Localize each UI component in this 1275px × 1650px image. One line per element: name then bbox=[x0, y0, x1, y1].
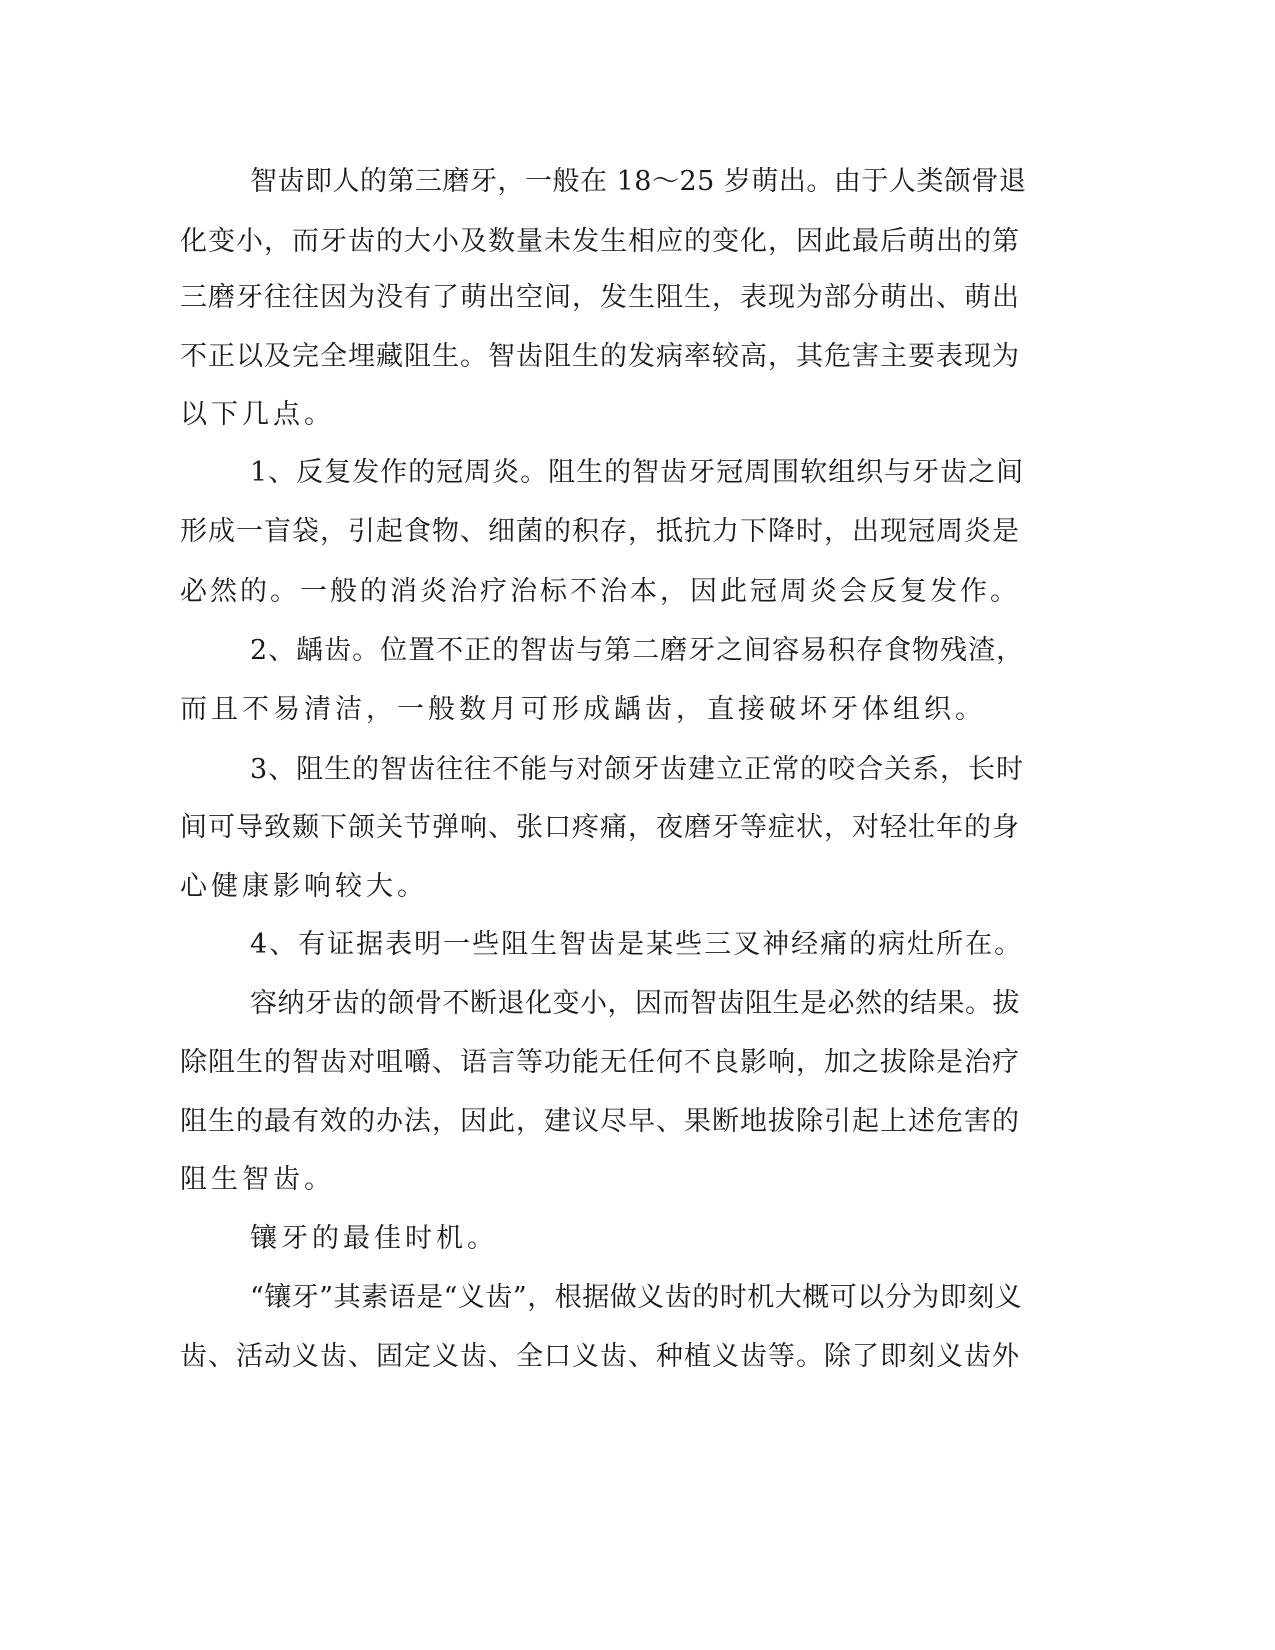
text-line: “镶牙”其素语是“义齿”，根据做义齿的时机大概可以分为即刻义 bbox=[250, 1282, 1023, 1313]
text-line: 2、龋齿。位置不正的智齿与第二磨牙之间容易积存食物残渣， bbox=[250, 635, 1025, 666]
text-line: 阻生智齿。 bbox=[180, 1164, 335, 1195]
text-line: 间可导致颞下颌关节弹响、张口疼痛，夜磨牙等症状，对轻壮年的身 bbox=[180, 812, 1020, 843]
text-line: 智齿即人的第三磨牙，一般在 18～25 岁萌出。由于人类颌骨退 bbox=[250, 166, 1027, 197]
text-line: 3、阻生的智齿往往不能与对颌牙齿建立正常的咬合关系，长时 bbox=[250, 754, 1025, 785]
text-line: 化变小，而牙齿的大小及数量未发生相应的变化，因此最后萌出的第 bbox=[180, 226, 1020, 257]
text-line: 不正以及完全埋藏阻生。智齿阻生的发病率较高，其危害主要表现为 bbox=[180, 341, 1020, 372]
text-line: 除阻生的智齿对咀嚼、语言等功能无任何不良影响，加之拔除是治疗 bbox=[180, 1047, 1020, 1078]
text-line: 镶牙的最佳时机。 bbox=[250, 1223, 498, 1254]
text-line: 阻生的最有效的办法，因此，建议尽早、果断地拔除引起上述危害的 bbox=[180, 1106, 1020, 1137]
text-line: 以下几点。 bbox=[180, 399, 335, 430]
text-line: 而且不易清洁，一般数月可形成龋齿，直接破坏牙体组织。 bbox=[180, 694, 986, 725]
text-line: 形成一盲袋，引起食物、细菌的积存，抵抗力下降时，出现冠周炎是 bbox=[180, 516, 1020, 547]
text-line: 4、有证据表明一些阻生智齿是某些三叉神经痛的病灶所在。 bbox=[250, 929, 1024, 960]
text-line: 齿、活动义齿、固定义齿、全口义齿、种植义齿等。除了即刻义齿外 bbox=[180, 1341, 1020, 1372]
text-line: 必然的。一般的消炎治疗治标不治本，因此冠周炎会反复发作。 bbox=[180, 576, 1020, 607]
text-line: 心健康影响较大。 bbox=[180, 871, 428, 902]
text-line: 容纳牙齿的颌骨不断退化变小，因而智齿阻生是必然的结果。拔 bbox=[250, 988, 1020, 1019]
text-line: 1、反复发作的冠周炎。阻生的智齿牙冠周围软组织与牙齿之间 bbox=[250, 457, 1025, 488]
text-line: 三磨牙往往因为没有了萌出空间，发生阻生，表现为部分萌出、萌出 bbox=[180, 282, 1020, 313]
